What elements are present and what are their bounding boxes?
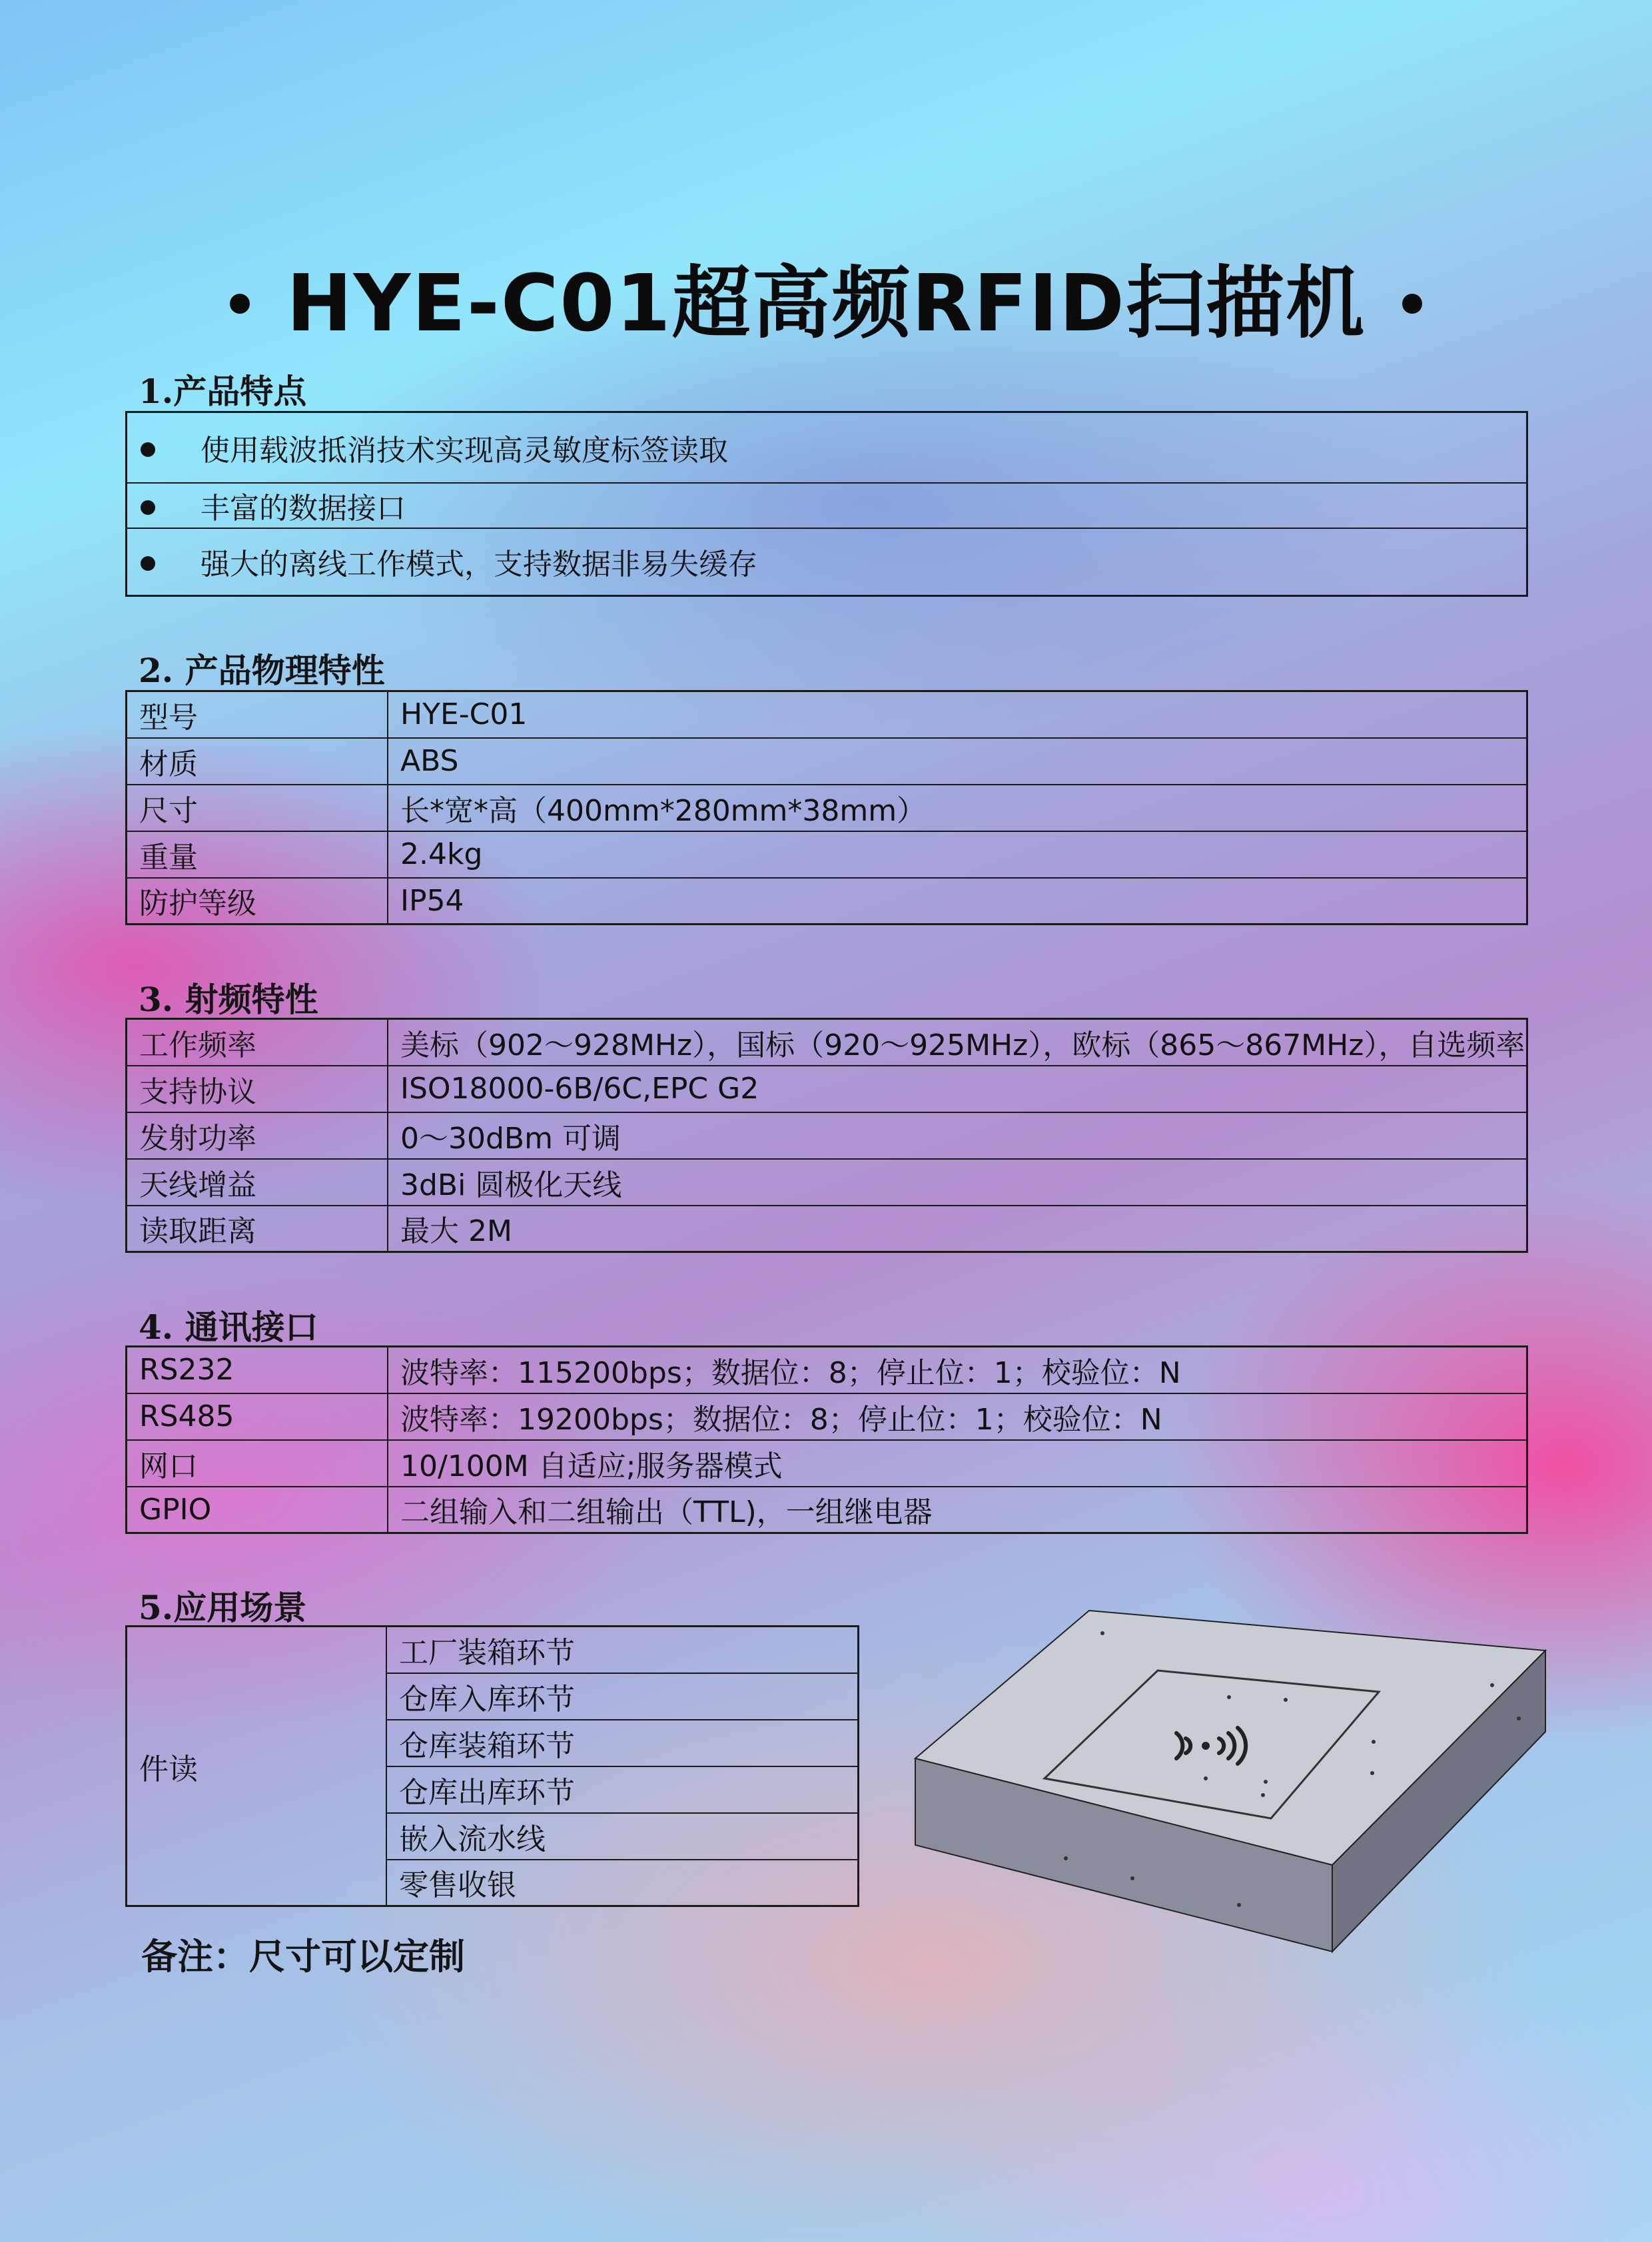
feature-row [127, 483, 1527, 528]
physical-table [125, 690, 1528, 925]
row-label: RS232 [127, 1347, 388, 1393]
table-row [127, 1627, 859, 1673]
apps-category: 件读 [127, 1627, 387, 1906]
row-value: 2.4kg [388, 831, 1527, 878]
rfid-scanner-illustration [906, 1592, 1559, 1965]
comm-heading: 4. 通讯接口 [139, 1308, 318, 1347]
table-row [127, 878, 1527, 925]
footnote: 备注：尺寸可以定制 [141, 1935, 465, 1978]
row-label: 尺寸 [127, 785, 388, 831]
row-value: 波特率：115200bps；数据位：8；停止位：1；校验位：N [388, 1347, 1527, 1393]
bullet-icon [141, 556, 155, 571]
screw-hole [1204, 1776, 1208, 1780]
apps-heading: 5.应用场景 [139, 1588, 307, 1627]
feature-text: 强大的离线工作模式，支持数据非易失缓存 [201, 548, 757, 582]
screw-hole [1370, 1771, 1374, 1775]
row-value: ISO18000-6B/6C,EPC G2 [388, 1066, 1527, 1112]
row-value: 波特率：19200bps；数据位：8；停止位：1；校验位：N [388, 1393, 1527, 1440]
screw-hole [1372, 1740, 1376, 1744]
apps-table [125, 1625, 859, 1907]
row-label: 读取距离 [127, 1206, 388, 1252]
row-value: IP54 [388, 878, 1527, 925]
table-row [127, 691, 1527, 738]
row-value: 10/100M 自适应;服务器模式 [388, 1440, 1527, 1487]
feature-row [127, 528, 1527, 596]
screw-hole [1490, 1683, 1494, 1687]
feature-cell [127, 412, 1527, 483]
screw-hole [1100, 1631, 1104, 1635]
app-item: 零售收银 [386, 1860, 859, 1906]
row-value: 3dBi 圆极化天线 [388, 1159, 1527, 1206]
rf-heading: 3. 射频特性 [139, 980, 318, 1019]
table-row [127, 831, 1527, 878]
row-value: 长*宽*高（400mm*280mm*38mm） [388, 785, 1527, 831]
table-row [127, 1347, 1527, 1393]
row-label: RS485 [127, 1393, 388, 1440]
row-label: 工作频率 [127, 1019, 388, 1066]
features-heading: 1.产品特点 [139, 372, 307, 411]
row-value: ABS [388, 738, 1527, 785]
row-label: GPIO [127, 1487, 388, 1533]
app-item: 仓库出库环节 [386, 1766, 859, 1813]
row-value: 最大 2M [388, 1206, 1527, 1252]
app-item: 工厂装箱环节 [386, 1627, 859, 1673]
table-row [127, 1019, 1527, 1066]
screw-hole [1130, 1876, 1134, 1880]
table-row [127, 1393, 1527, 1440]
row-label: 材质 [127, 738, 388, 785]
title-bullet-right [1402, 294, 1422, 314]
table-row [127, 1066, 1527, 1112]
bullet-icon [141, 500, 155, 515]
feature-row [127, 412, 1527, 483]
feature-text: 使用载波抵消技术实现高灵敏度标签读取 [201, 433, 728, 468]
row-label: 网口 [127, 1440, 388, 1487]
row-label: 型号 [127, 691, 388, 738]
feature-cell [127, 483, 1527, 528]
row-value: 美标（902～928MHz），国标（920～925MHz），欧标（865～867MHz），自选频率 [388, 1019, 1527, 1066]
table-row [127, 1112, 1527, 1159]
row-label: 防护等级 [127, 878, 388, 925]
screw-hole [1264, 1780, 1268, 1784]
row-value: HYE-C01 [388, 691, 1527, 738]
app-item: 仓库入库环节 [386, 1673, 859, 1720]
app-item: 嵌入流水线 [386, 1813, 859, 1860]
features-table [125, 411, 1528, 597]
row-label: 发射功率 [127, 1112, 388, 1159]
table-row [127, 1487, 1527, 1533]
bullet-icon [141, 442, 155, 457]
row-value: 二组输入和二组输出（TTL)，一组继电器 [388, 1487, 1527, 1533]
screw-hole [1284, 1698, 1288, 1702]
row-label: 支持协议 [127, 1066, 388, 1112]
table-row [127, 1440, 1527, 1487]
row-label: 重量 [127, 831, 388, 878]
row-label: 天线增益 [127, 1159, 388, 1206]
row-value: 0～30dBm 可调 [388, 1112, 1527, 1159]
feature-text: 丰富的数据接口 [201, 491, 406, 526]
physical-heading: 2. 产品物理特性 [139, 651, 385, 690]
app-item: 仓库装箱环节 [386, 1720, 859, 1766]
rf-table [125, 1018, 1528, 1253]
screw-hole [1517, 1716, 1521, 1720]
title-bullet-left [230, 294, 250, 314]
comm-table [125, 1345, 1528, 1534]
feature-cell [127, 528, 1527, 596]
table-row [127, 738, 1527, 785]
screw-hole [1064, 1856, 1068, 1860]
table-row [127, 1159, 1527, 1206]
page-title [0, 240, 1652, 353]
screw-hole [1237, 1903, 1241, 1907]
title-text: HYE-C01超高频RFID扫描机 [286, 257, 1366, 349]
screw-hole [1261, 1793, 1265, 1797]
screw-hole [1227, 1695, 1231, 1699]
table-row [127, 785, 1527, 831]
table-row [127, 1206, 1527, 1252]
